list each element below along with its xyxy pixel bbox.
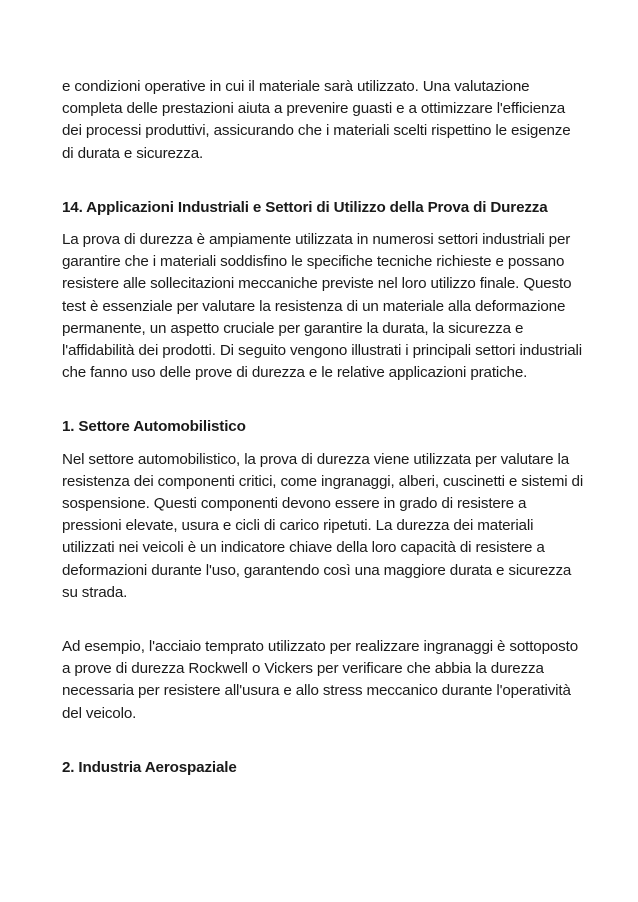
spacer [62,725,584,757]
subsection-2-title: 2. Industria Aerospaziale [62,758,237,776]
section-heading: 14. Applicazioni Industriali e Settori di Utilizzo della Prova di Durezza [62,198,548,216]
subsection-1-paragraph-1: Nel settore automobilistico, la prova di durezza viene utilizzata per valutare la resistenza dei componenti critici, come ingranaggi, alberi, cuscinetti e sistemi di sospensione. Questi componenti devono essere in grado di resistere a pressioni elevate, usura e cicli di carico ripetuti. La durezza dei materiali utilizzati nei veicoli è un indicatore chiave della loro capacità di resistere a deformazioni durante l'uso, garantendo così una maggiore durata e sicurezza su strada. [62,450,584,601]
spacer [62,439,584,449]
document-page [62,76,584,779]
subsection-1-title: 1. Settore Automobilistico [62,418,246,436]
spacer [62,384,584,416]
section-intro-paragraph: La prova di durezza è ampiamente utilizzata in numerosi settori industriali per garantire che i materiali soddisfino le specifiche tecniche richieste e possano resistere alle sollecitazioni meccaniche previste nel loro utilizzo finale. Questo test è essenziale per valutare la resistenza di un materiale alla deformazione permanente, un aspetto cruciale per garantire la durata, la sicurezza e l'affidabilità dei prodotti. Di seguito vengono illustrati i principali settori industriali che fanno uso delle prove di durezza e le relative applicazioni pratiche. [62,231,582,382]
spacer [62,219,584,229]
subsection-1-paragraph-2: Ad esempio, l'acciaio temprato utilizzato per realizzare ingranaggi è sottoposto a prove di durezza Rockwell o Vickers per verificare che abbia la durezza necessaria per resistere all'usura e allo stress meccanico durante l'operatività del veicolo. [62,638,578,722]
spacer [62,165,584,197]
intro-paragraph: e condizioni operative in cui il materiale sarà utilizzato. Una valutazione completa delle prestazioni aiuta a prevenire guasti e a ottimizzare l'efficienza dei processi produttivi, assicurando che i materiali scelti rispettino le esigenze di durata e sicurezza. [62,78,571,162]
spacer [62,604,584,636]
